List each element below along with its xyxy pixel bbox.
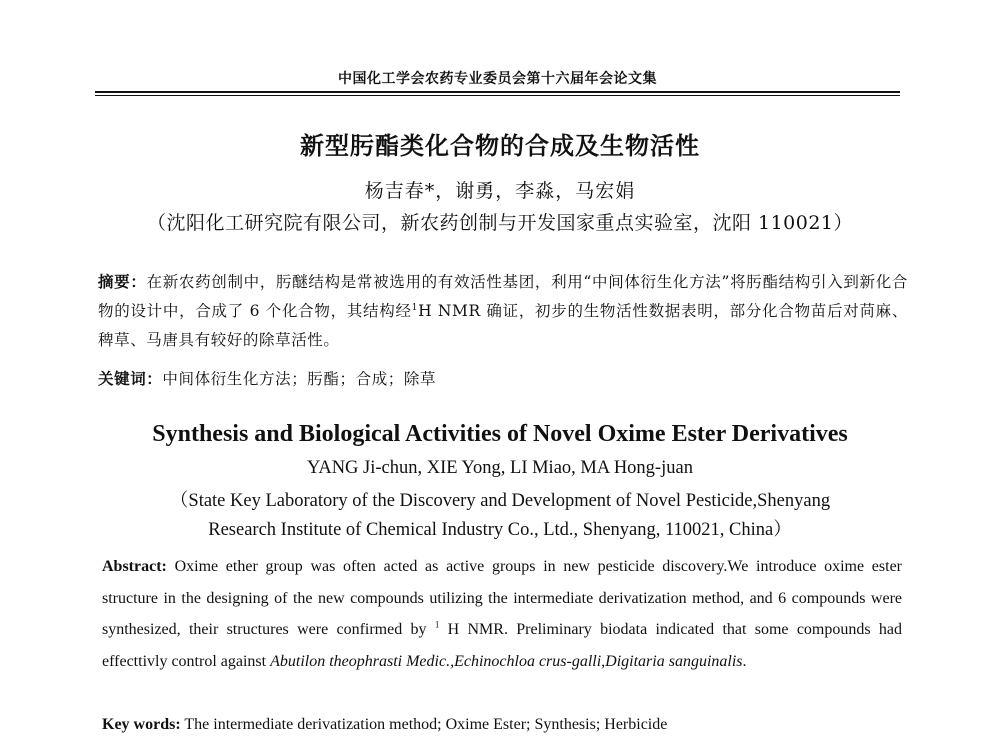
- english-keywords: [102, 716, 902, 734]
- english-abstract-text-2: H NMR. Preliminary biodata indicated that some compounds had effecttivly control against: [102, 621, 903, 670]
- english-abstract-end: .: [742, 652, 747, 670]
- chinese-abstract-text-1: 在新农药创制中，肟醚结构是常被选用的有效活性基团，利用“中间体衍生化方法”将肟酯结构引入到新化合物的设计中，合成了 6 个化合物，其结构经: [98, 273, 908, 320]
- running-header: 中国化工学会农药专业委员会第十六届年会论文集: [338, 71, 657, 87]
- chinese-abstract-text-2: H NMR 确证，初步的生物活性数据表明，部分化合物苗后对苘麻、稗草、马唐具有较好的除草活性。: [98, 302, 908, 349]
- header-rule-thin: [95, 95, 900, 96]
- chinese-abstract-label: 摘要：: [98, 273, 147, 291]
- english-abstract-text-1: Oxime ether group was often acted as active groups in new pesticide discovery.We introduce oxime ester structure in the designing of the new compounds utilizing the intermediate derivatization method, and 6 compounds were synthesized, their structures were confirmed by: [102, 558, 902, 638]
- english-abstract-species: Abutilon theophrasti Medic.,Echinochloa crus-galli,Digitaria sanguinalis: [270, 652, 743, 670]
- english-keywords-text: The intermediate derivatization method; Oxime Ester; Synthesis; Herbicide: [180, 716, 668, 733]
- english-abstract-label: Abstract:: [102, 558, 167, 575]
- chinese-keywords-label: 关键词：: [98, 370, 163, 388]
- chinese-keywords: [98, 367, 908, 389]
- chinese-abstract: [98, 268, 908, 355]
- chinese-affiliation: （沈阳化工研究院有限公司，新农药创制与开发国家重点实验室，沈阳 110021）: [146, 212, 854, 234]
- english-affiliation: [0, 487, 1000, 545]
- english-abstract: [102, 551, 902, 677]
- english-affiliation-line-2: Research Institute of Chemical Industry Co., Ltd., Shenyang, 110021, China）: [208, 520, 792, 540]
- header-rule: [95, 91, 900, 93]
- chinese-keywords-text: 中间体衍生化方法；肟酯；合成；除草: [162, 370, 437, 388]
- english-abstract-superscript: 1: [434, 619, 440, 630]
- chinese-authors: 杨吉春*，谢勇，李淼，马宏娟: [364, 180, 636, 202]
- english-title: Synthesis and Biological Activities of Novel Oxime Ester Derivatives: [152, 421, 848, 447]
- english-keywords-label: Key words:: [102, 716, 181, 733]
- chinese-abstract-superscript: 1: [411, 302, 419, 313]
- english-authors: YANG Ji-chun, XIE Yong, LI Miao, MA Hong-juan: [307, 458, 693, 478]
- chinese-title: 新型肟酯类化合物的合成及生物活性: [300, 132, 700, 160]
- english-affiliation-line-1: （State Key Laboratory of the Discovery and Development of Novel Pesticide,Shenyang: [169, 491, 831, 511]
